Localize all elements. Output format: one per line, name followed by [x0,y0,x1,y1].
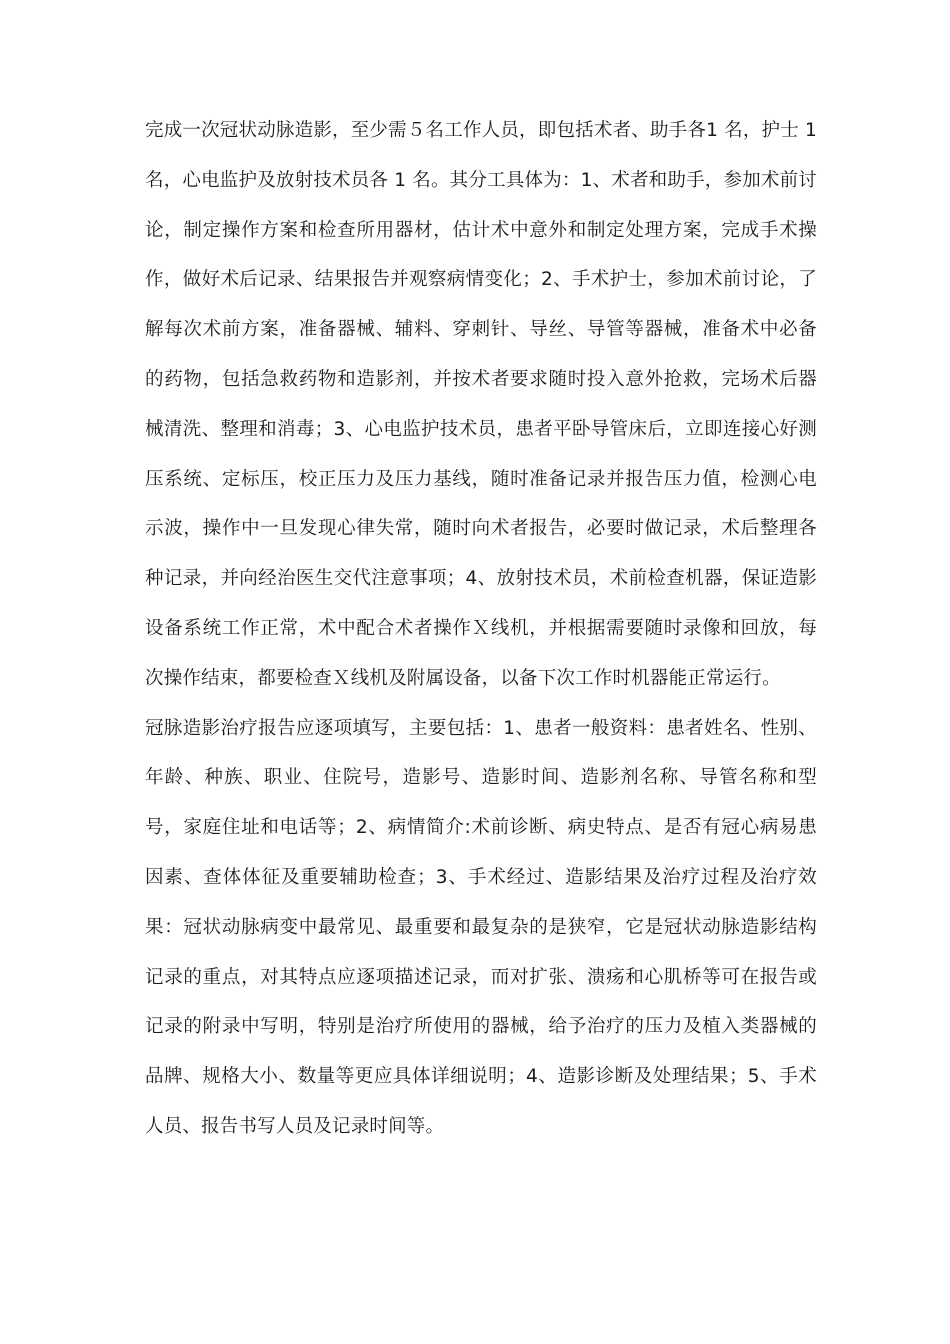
paragraph-report-contents: 冠脉造影治疗报告应逐项填写，主要包括：1、患者一般资料：患者姓名、性别、年龄、种族、职业、住院号，造影号、造影时间、造影剂名称、导管名称和型号，家庭住址和电话等；2、病情简介:术前诊断、病史特点、是否有冠心病易患因素、查体体征及重要辅助检查；3、手术经过、造影结果及治疗过程及治疗效果：冠状动脉病变中最常见、最重要和最复杂的是狭窄，它是冠状动脉造影结构记录的重点，对其特点应逐项描述记录，而对扩张、溃疡和心肌桥等可在报告或记录的附录中写明，特别是治疗所使用的器械，给予治疗的压力及植入类器械的品牌、规格大小、数量等更应具体详细说明；4、造影诊断及处理结果；5、手术人员、报告书写人员及记录时间等。 [145,717,817,1137]
paragraph-staffing: 完成一次冠状动脉造影，至少需５名工作人员，即包括术者、助手各1 名，护士 1 名，心电监护及放射技术员各 1 名。其分工具体为：1、术者和助手，参加术前讨论，制定操作方案和检查所用器材，估计术中意外和制定处理方案，完成手术操作，做好术后记录、结果报告并观察病情变化；2、手术护士，参加术前讨论，了解每次术前方案，准备器械、辅料、穿刺针、导丝、导管等器械，准备术中必备的药物，包括急救药物和造影剂，并按术者要求随时投入意外抢救，完场术后器械清洗、整理和消毒；3、心电监护技术员，患者平卧导管床后，立即连接心好测压系统、定标压，校正压力及压力基线，随时准备记录并报告压力值，检测心电示波，操作中一旦发现心律失常，随时向术者报告，必要时做记录，术后整理各种记录，并向经治医生交代注意事项；4、放射技术员，术前检查机器，保证造影设备系统工作正常，术中配合术者操作Ｘ线机，并根据需要随时录像和回放，每次操作结束，都要检查Ｘ线机及附属设备，以备下次工作时机器能正常运行。 [145,120,817,689]
body-text [145,106,817,1152]
